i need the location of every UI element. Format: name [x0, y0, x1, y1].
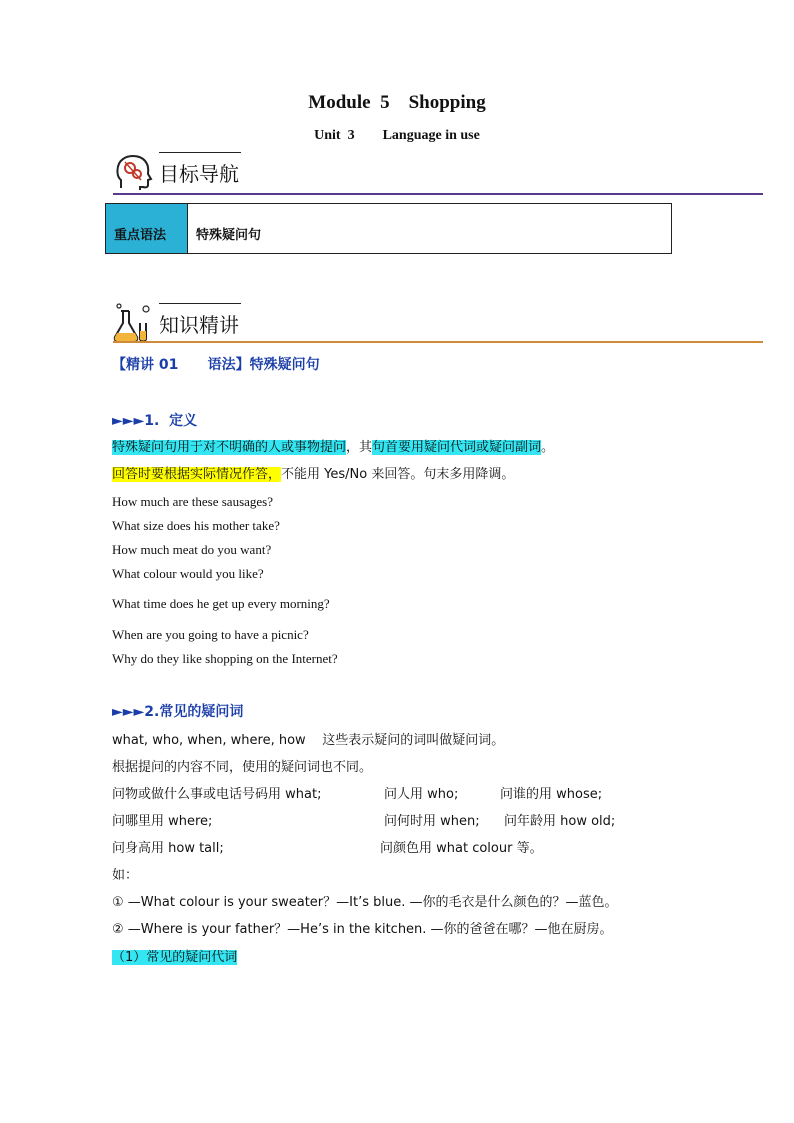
highlight-definition-a: 特殊疑问句用于对不明确的人或事物提问	[112, 440, 347, 455]
section-title-topline	[159, 303, 241, 304]
example-sentence: Why do they like shopping on the Internet?	[112, 651, 338, 666]
highlight-subheading: （1）常见的疑问代词	[112, 950, 238, 965]
part2-heading: ►►►2.常见的疑问词	[112, 704, 244, 720]
example-sentence: What size does his mother take?	[112, 518, 280, 533]
highlight-answer-rule: 回答时要根据实际情况作答，	[112, 467, 282, 482]
section-header-knowledge	[113, 303, 413, 345]
flask-icon	[113, 303, 153, 343]
part1-heading: ►►►1. 定义	[112, 413, 198, 429]
example-dialogue: ① —What colour is your sweater？—It’s blue. —你的毛衣是什么颜色的？—蓝色。	[112, 895, 618, 910]
table-cell: 问物或做什么事或电话号码用 what;	[112, 787, 322, 802]
section-divider-purple	[113, 193, 763, 195]
definition-line-2	[112, 465, 514, 485]
example-sentence: What colour would you like?	[112, 566, 264, 581]
example-sentence: What time does he get up every morning?	[112, 596, 330, 611]
key-points-table	[105, 203, 672, 254]
document-subtitle: Unit 3 Language in use	[314, 128, 480, 143]
table-cell: 问谁的用 whose;	[500, 787, 603, 802]
key-points-value: 特殊疑问句	[196, 228, 262, 243]
lesson-heading: 【精讲 01 语法】特殊疑问句	[112, 357, 320, 373]
definition-text: 。	[541, 440, 555, 455]
question-words-intro: what, who, when, where, how 这些表示疑问的词叫做疑问词。	[112, 733, 505, 748]
document-title: Module 5 Shopping	[308, 92, 486, 113]
definition-text: ，其	[346, 440, 373, 455]
section-header-goals	[113, 152, 413, 194]
table-cell: 问哪里用 where;	[112, 814, 213, 829]
head-gears-icon	[113, 152, 153, 192]
section-title-knowledge: 知识精讲	[159, 313, 239, 337]
question-words-table	[112, 785, 732, 865]
key-points-label: 重点语法	[106, 204, 188, 253]
section-title-goals: 目标导航	[159, 162, 239, 186]
definition-text: 不能用 Yes/No 来回答。句末多用降调。	[281, 467, 515, 482]
table-cell: 问颜色用 what colour 等。	[380, 841, 543, 856]
table-cell: 问年龄用 how old;	[504, 814, 616, 829]
example-sentence: How much are these sausages?	[112, 494, 273, 509]
example-sentence: When are you going to have a picnic?	[112, 627, 309, 642]
table-cell: 问身高用 how tall;	[112, 841, 224, 856]
question-words-intro: 根据提问的内容不同，使用的疑问词也不同。	[112, 760, 373, 775]
example-dialogue: ② —Where is your father？—He’s in the kitchen. —你的爸爸在哪？—他在厨房。	[112, 922, 613, 937]
highlight-definition-b: 句首要用疑问代词或疑问副词	[372, 440, 542, 455]
for-example-label: 如：	[112, 868, 139, 883]
table-cell: 问何时用 when;	[384, 814, 480, 829]
example-sentence: How much meat do you want?	[112, 542, 272, 557]
table-cell: 问人用 who;	[384, 787, 459, 802]
definition-line-1	[112, 438, 554, 458]
subheading-question-pronouns	[112, 948, 237, 968]
section-divider-orange	[113, 341, 763, 343]
section-title-topline	[159, 152, 241, 153]
